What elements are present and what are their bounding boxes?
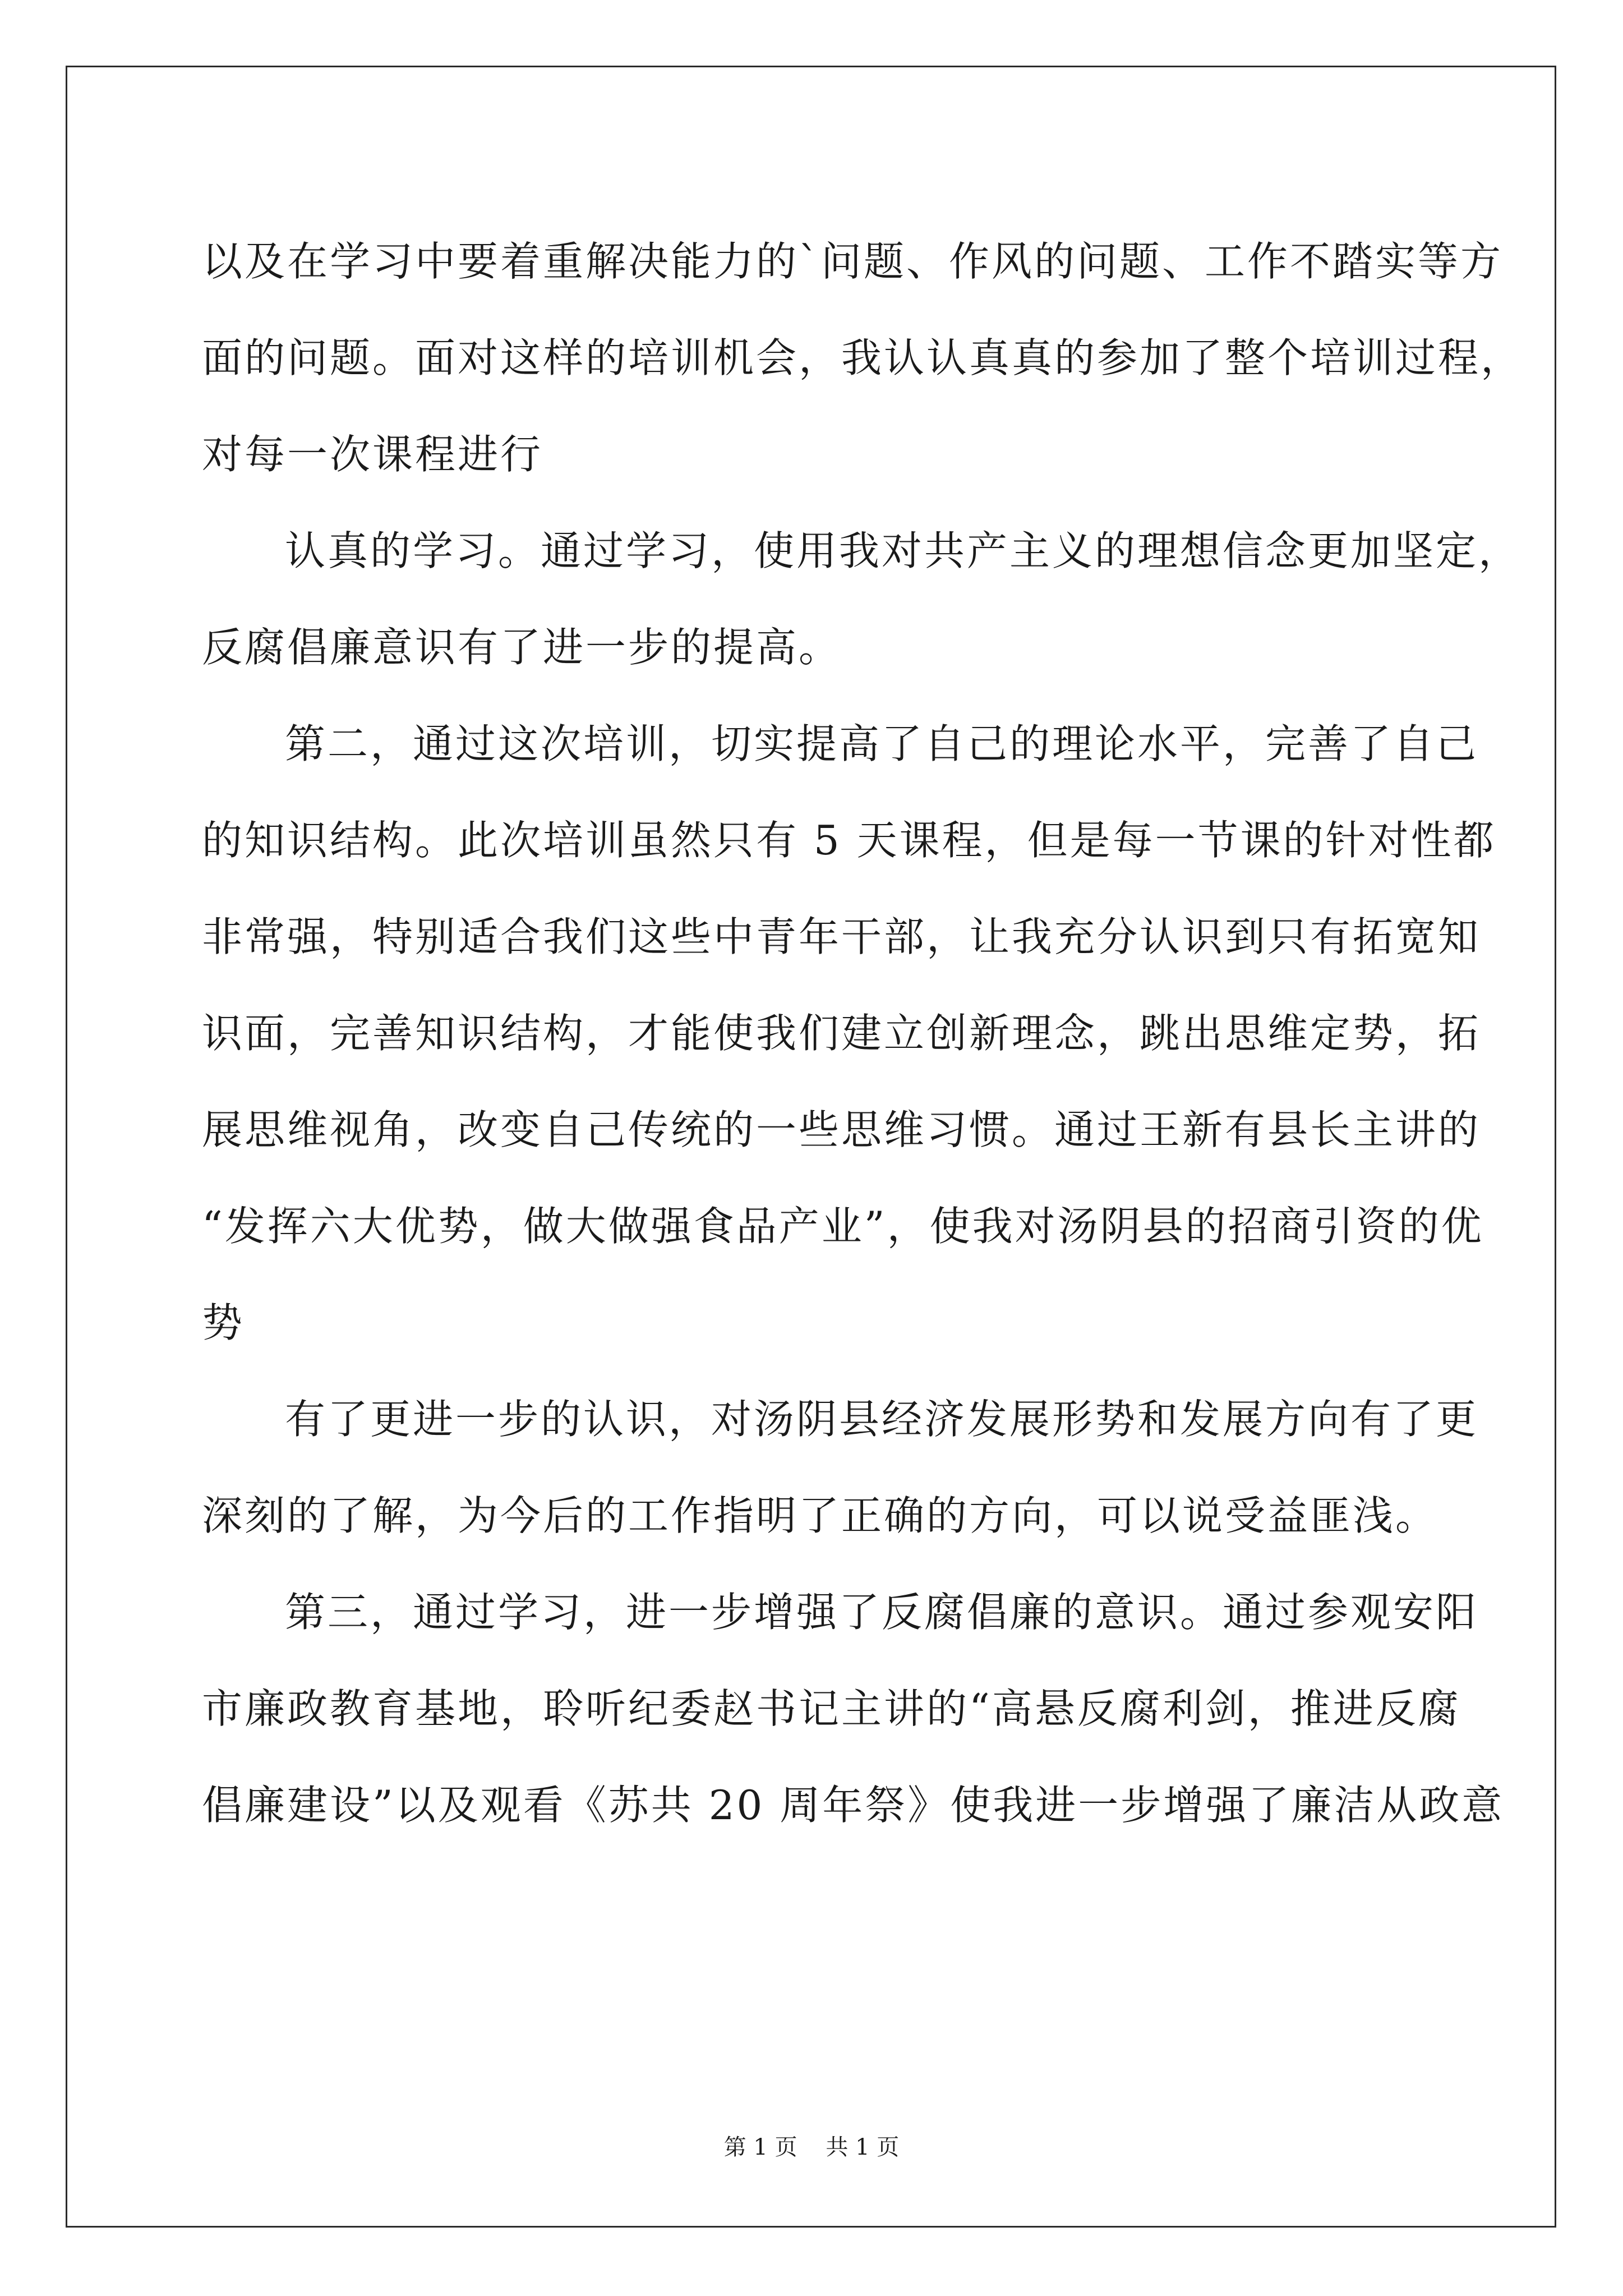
text-line-16: 市廉政教育基地，聆听纪委赵书记主讲的“高悬反腐利剑，推进反腐 [202,1685,1461,1732]
text-line-17: 倡廉建设”以及观看《苏共 20 周年祭》使我进一步增强了廉洁从政意 [202,1782,1505,1829]
text-line-7: 的知识结构。此次培训虽然只有 5 天课程，但是每一节课的针对性都 [202,817,1496,864]
text-line-6: 第二，通过这次培训，切实提高了自己的理论水平，完善了自己 [285,720,1479,767]
text-line-9: 识面，完善知识结构，才能使我们建立创新理念，跳出思维定势，拓 [202,1010,1481,1057]
text-line-14: 深刻的了解，为今后的工作指明了正确的方向，可以说受益匪浅。 [202,1492,1438,1539]
text-line-10: 展思维视角，改变自己传统的一些思维习惯。通过王新有县长主讲的 [202,1106,1481,1153]
text-line-2: 面的问题。面对这样的培训机会，我认认真真的参加了整个培训过程， [202,334,1524,381]
text-line-3: 对每一次课程进行 [202,431,543,478]
page-number-footer: 第 1 页 共 1 页 [723,2134,900,2160]
text-line-5: 反腐倡廉意识有了进一步的提高。 [202,624,842,671]
text-line-11: “发挥六大优势，做大做强食品产业”，使我对汤阴县的招商引资的优 [202,1203,1484,1250]
text-line-12: 势 [202,1299,245,1346]
text-line-1: 以及在学习中要着重解决能力的`问题、作风的问题、工作不踏实等方 [202,238,1504,285]
document-body [202,213,1524,1853]
text-line-4: 认真的学习。通过学习，使用我对共产主义的理想信念更加坚定， [285,527,1521,574]
text-line-13: 有了更进一步的认识，对汤阴县经济发展形势和发展方向有了更 [285,1396,1479,1443]
text-line-8: 非常强，特别适合我们这些中青年干部，让我充分认识到只有拓宽知 [202,913,1481,960]
text-line-15: 第三，通过学习，进一步增强了反腐倡廉的意识。通过参观安阳 [285,1589,1479,1636]
